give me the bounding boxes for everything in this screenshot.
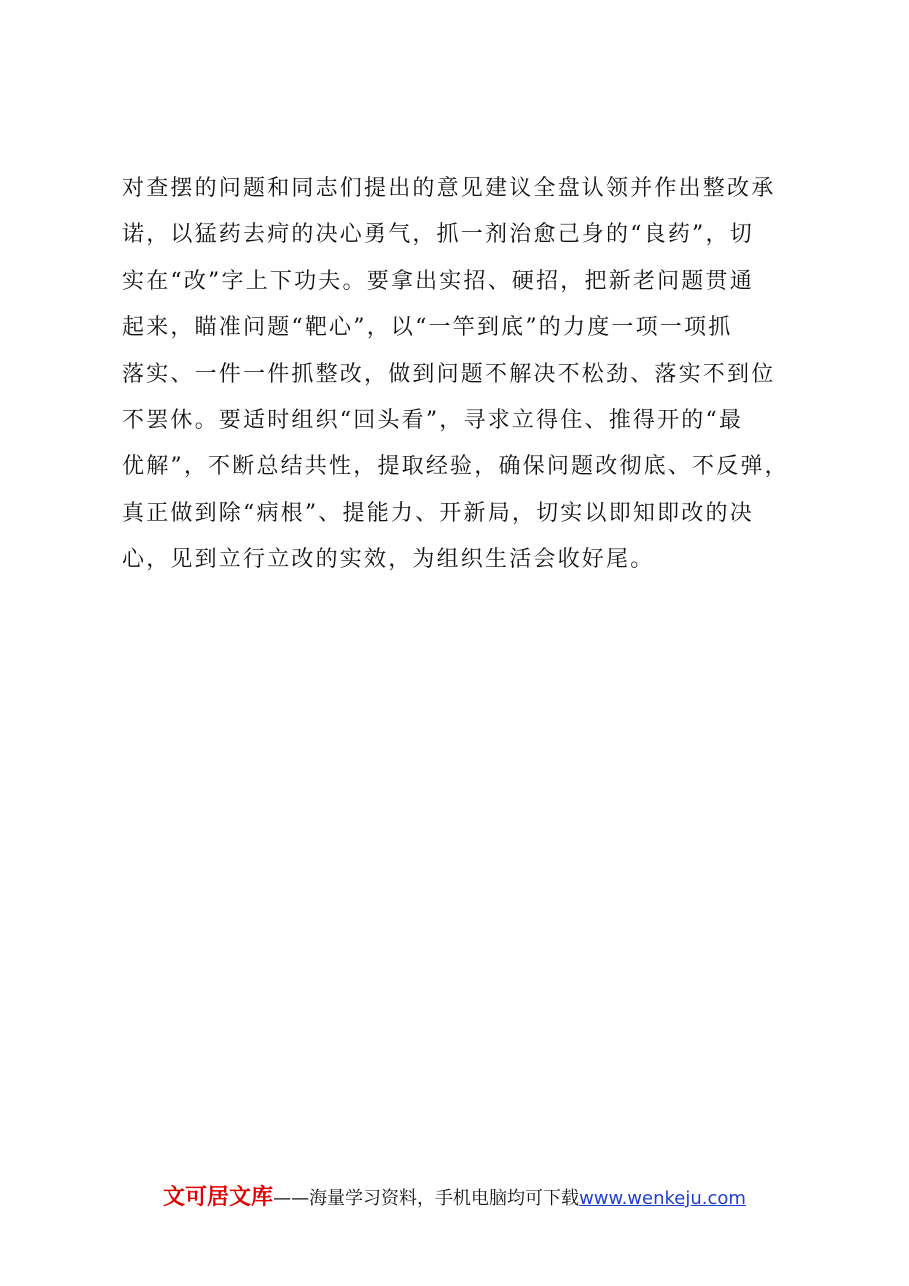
paragraph-line: 真正做到除“病根”、提能力、开新局，切实以即知即改的决 <box>122 500 754 526</box>
paragraph-line: 优解”，不断总结共性，提取经验，确保问题改彻底、不反弹， <box>122 454 789 480</box>
paragraph-line: 诺，以猛药去疴的决心勇气，抓一剂治愈己身的“良药”，切 <box>122 222 754 248</box>
paragraph-line: 不罢休。要适时组织“回头看”，寻求立得住、推得开的“最 <box>122 407 744 433</box>
footer-brand: 文可居文库 <box>163 1185 274 1210</box>
paragraph-line: 起来，瞄准问题“靶心”，以“一竿到底”的力度一项一项抓 <box>122 315 733 341</box>
paragraph-line: 实在“改”字上下功夫。要拿出实招、硬招，把新老问题贯通 <box>122 268 754 294</box>
footer-tagline: ——海量学习资料，手机电脑均可下载 <box>273 1188 580 1209</box>
paragraph-line: 落实、一件一件抓整改，做到问题不解决不松劲、落实不到位 <box>122 361 776 387</box>
paragraph-line: 对查摆的问题和同志们提出的意见建议全盘认领并作出整改承 <box>122 176 776 201</box>
paragraph-line: 心，见到立行立改的实效，为组织生活会收好尾。 <box>122 547 655 573</box>
page-footer <box>0 1180 909 1214</box>
footer-website-link[interactable]: www.wenkeju.com <box>579 1188 746 1209</box>
body-paragraph <box>122 166 822 584</box>
